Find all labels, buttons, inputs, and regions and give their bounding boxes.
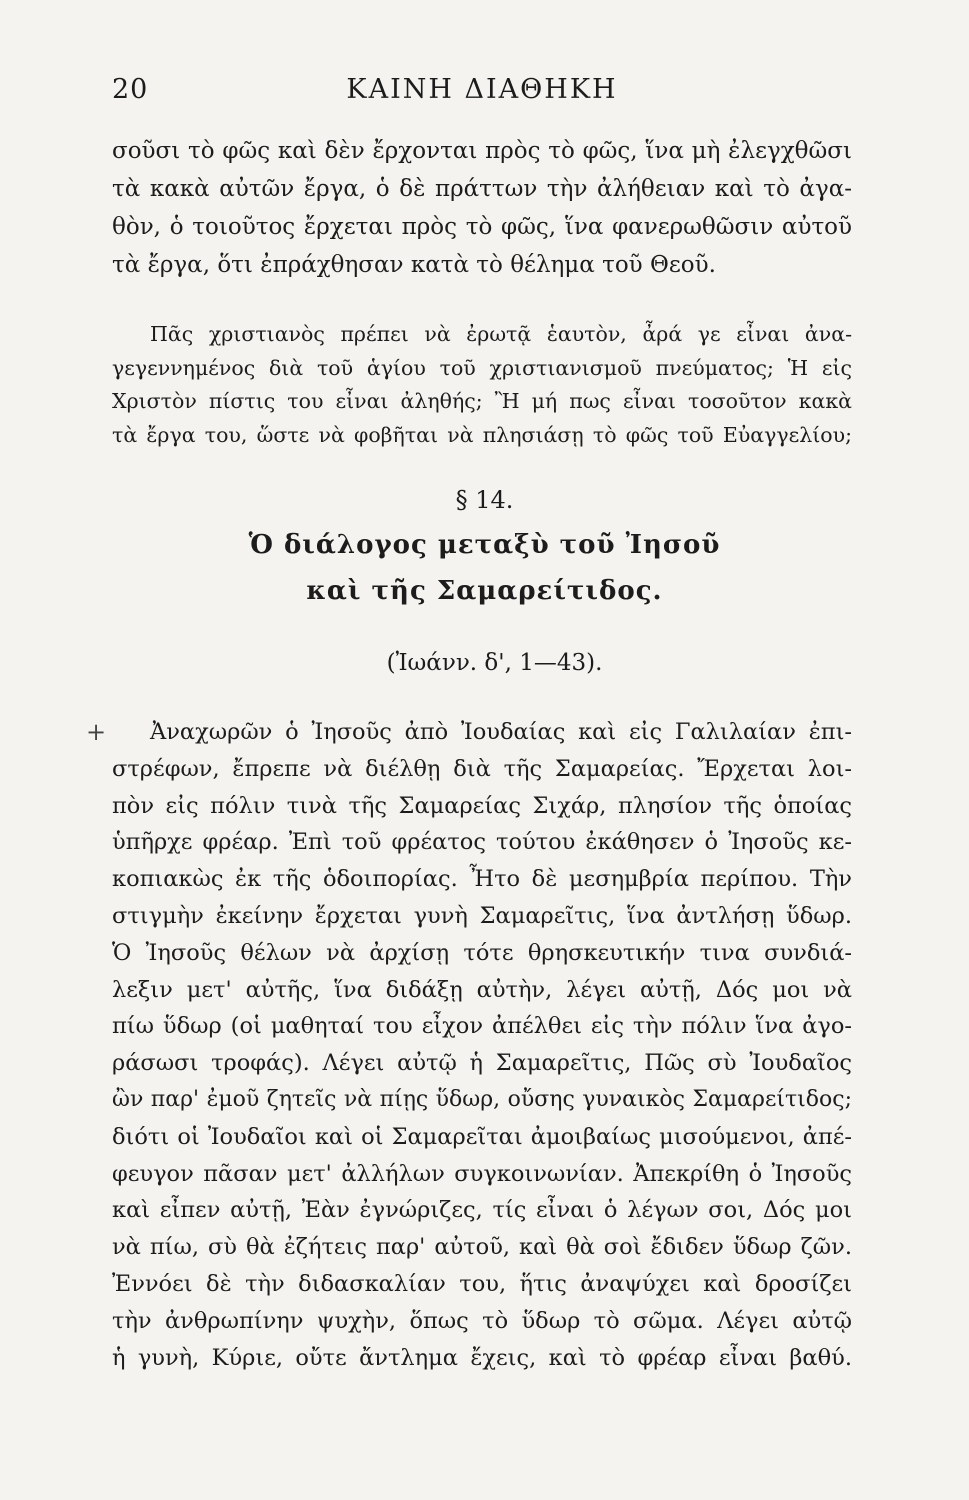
text-line: πὸν εἰς πόλιν τινὰ τῆς Σαμαρείας Σιχάρ, πλησίον τῆς ὁποίας <box>112 792 852 819</box>
text-line: σοῦσι τὸ φῶς καὶ δὲν ἔρχονται πρὸς τὸ φῶς, ἵνα μὴ ἐλεγχθῶσι <box>112 138 852 164</box>
text-line: θὸν, ὁ τοιοῦτος ἔρχεται πρὸς τὸ φῶς, ἵνα φανερωθῶσιν αὐτοῦ <box>112 214 852 240</box>
text-line: ἡ γυνὴ, Κύριε, οὔτε ἄντλημα ἔχεις, καὶ τὸ φρέαρ εἶναι βαθύ. <box>112 1344 852 1371</box>
scripture-reference: (Ἰωάνν. δ', 1—43). <box>386 650 603 676</box>
section-body <box>112 714 852 1376</box>
text-line: ράσωσι τροφάς). Λέγει αὐτῷ ἡ Σαμαρεῖτις, Πῶς σὺ Ἰουδαῖος <box>112 1050 852 1077</box>
text-line: στιγμὴν ἐκείνην ἔρχεται γυνὴ Σαμαρεῖτις, ἵνα ἀντλήσῃ ὕδωρ. <box>112 902 852 929</box>
running-title: ΚΑΙΝΗ ΔΙΑΘΗΚΗ <box>346 74 618 105</box>
text-line: καὶ εἶπεν αὐτῇ, Ἐὰν ἐγνώριζες, τίς εἶναι ὁ λέγων σοι, Δός μοι <box>112 1197 852 1224</box>
text-line: στρέφων, ἔπρεπε νὰ διέλθῃ διὰ τῆς Σαμαρείας. Ἔρχεται λοι- <box>112 755 852 782</box>
page-number: 20 <box>112 74 149 105</box>
text-line: τὴν ἀνθρωπίνην ψυχὴν, ὅπως τὸ ὕδωρ τὸ σῶμα. Λέγει αὐτῷ <box>112 1307 852 1334</box>
text-line: πίω ὕδωρ (οἱ μαθηταί του εἶχον ἀπέλθει εἰς τὴν πόλιν ἵνα ἀγο- <box>112 1013 852 1040</box>
text-line: ὢν παρ' ἐμοῦ ζητεῖς νὰ πίῃς ὕδωρ, οὔσης γυναικὸς Σαμαρείτιδος; <box>112 1086 852 1112</box>
text-line: κοπιακὼς ἐκ τῆς ὁδοιπορίας. Ἦτο δὲ μεσημβρία περίπου. Τὴν <box>112 866 852 893</box>
text-line: τὰ ἔργα, ὅτι ἐπράχθησαν κατὰ τὸ θέλημα τοῦ Θεοῦ. <box>112 252 716 278</box>
section-heading-line-1: Ὁ διάλογος μεταξὺ τοῦ Ἰησοῦ <box>248 530 721 560</box>
text-line: φευγον πᾶσαν μετ' ἀλλήλων συγκοινωνίαν. Ἀπεκρίθη ὁ Ἰησοῦς <box>112 1160 852 1187</box>
text-line: Ὁ Ἰησοῦς θέλων νὰ ἀρχίσῃ τότε θρησκευτικήν τινα συνδιά- <box>112 939 852 966</box>
text-line: Ἀναχωρῶν ὁ Ἰησοῦς ἀπὸ Ἰουδαίας καὶ εἰς Γαλιλαίαν ἐπι- <box>150 719 852 745</box>
text-line: γεγεννημένος διὰ τοῦ ἁγίου τοῦ χριστιανισμοῦ πνεύματος; Ἡ εἰς <box>112 355 852 380</box>
text-line: λεξιν μετ' αὐτῆς, ἵνα διδάξῃ αὐτὴν, λέγει αὐτῇ, Δός μοι νὰ <box>112 976 852 1003</box>
text-line: Πᾶς χριστιανὸς πρέπει νὰ ἐρωτᾷ ἑαυτὸν, ἆρά γε εἶναι ἀνα- <box>150 322 852 346</box>
text-line: τὰ κακὰ αὐτῶν ἔργα, ὁ δὲ πράττων τὴν ἀλήθειαν καὶ τὸ ἀγα- <box>112 176 852 202</box>
section-heading-line-2: καὶ τῆς Σαμαρείτιδος. <box>306 576 663 606</box>
text-line: διότι οἱ Ἰουδαῖοι καὶ οἱ Σαμαρεῖται ἀμοιβαίως μισούμενοι, ἀπέ- <box>112 1123 852 1150</box>
paragraph-small-print <box>112 318 852 452</box>
text-line: Ἐννόει δὲ τὴν διδασκαλίαν του, ἥτις ἀναψύχει καὶ δροσίζει <box>112 1270 852 1297</box>
section-number: § 14. <box>455 486 514 514</box>
text-line: τὰ ἔργα του, ὥστε νὰ φοβῆται νὰ πλησιάσῃ τὸ φῶς τοῦ Εὐαγγελίου; <box>112 422 852 447</box>
paragraph-continued <box>112 132 852 284</box>
text-line: νὰ πίω, σὺ θὰ ἐζήτεις παρ' αὐτοῦ, καὶ θὰ σοὶ ἔδιδεν ὕδωρ ζῶν. <box>112 1234 852 1261</box>
margin-mark: + <box>86 718 107 746</box>
text-line: ὑπῆρχε φρέαρ. Ἐπὶ τοῦ φρέατος τούτου ἐκάθησεν ὁ Ἰησοῦς κε- <box>112 829 852 856</box>
text-line: Χριστὸν πίστις του εἶναι ἀληθής; Ἢ μή πως εἶναι τοσοῦτον κακὰ <box>112 389 852 413</box>
